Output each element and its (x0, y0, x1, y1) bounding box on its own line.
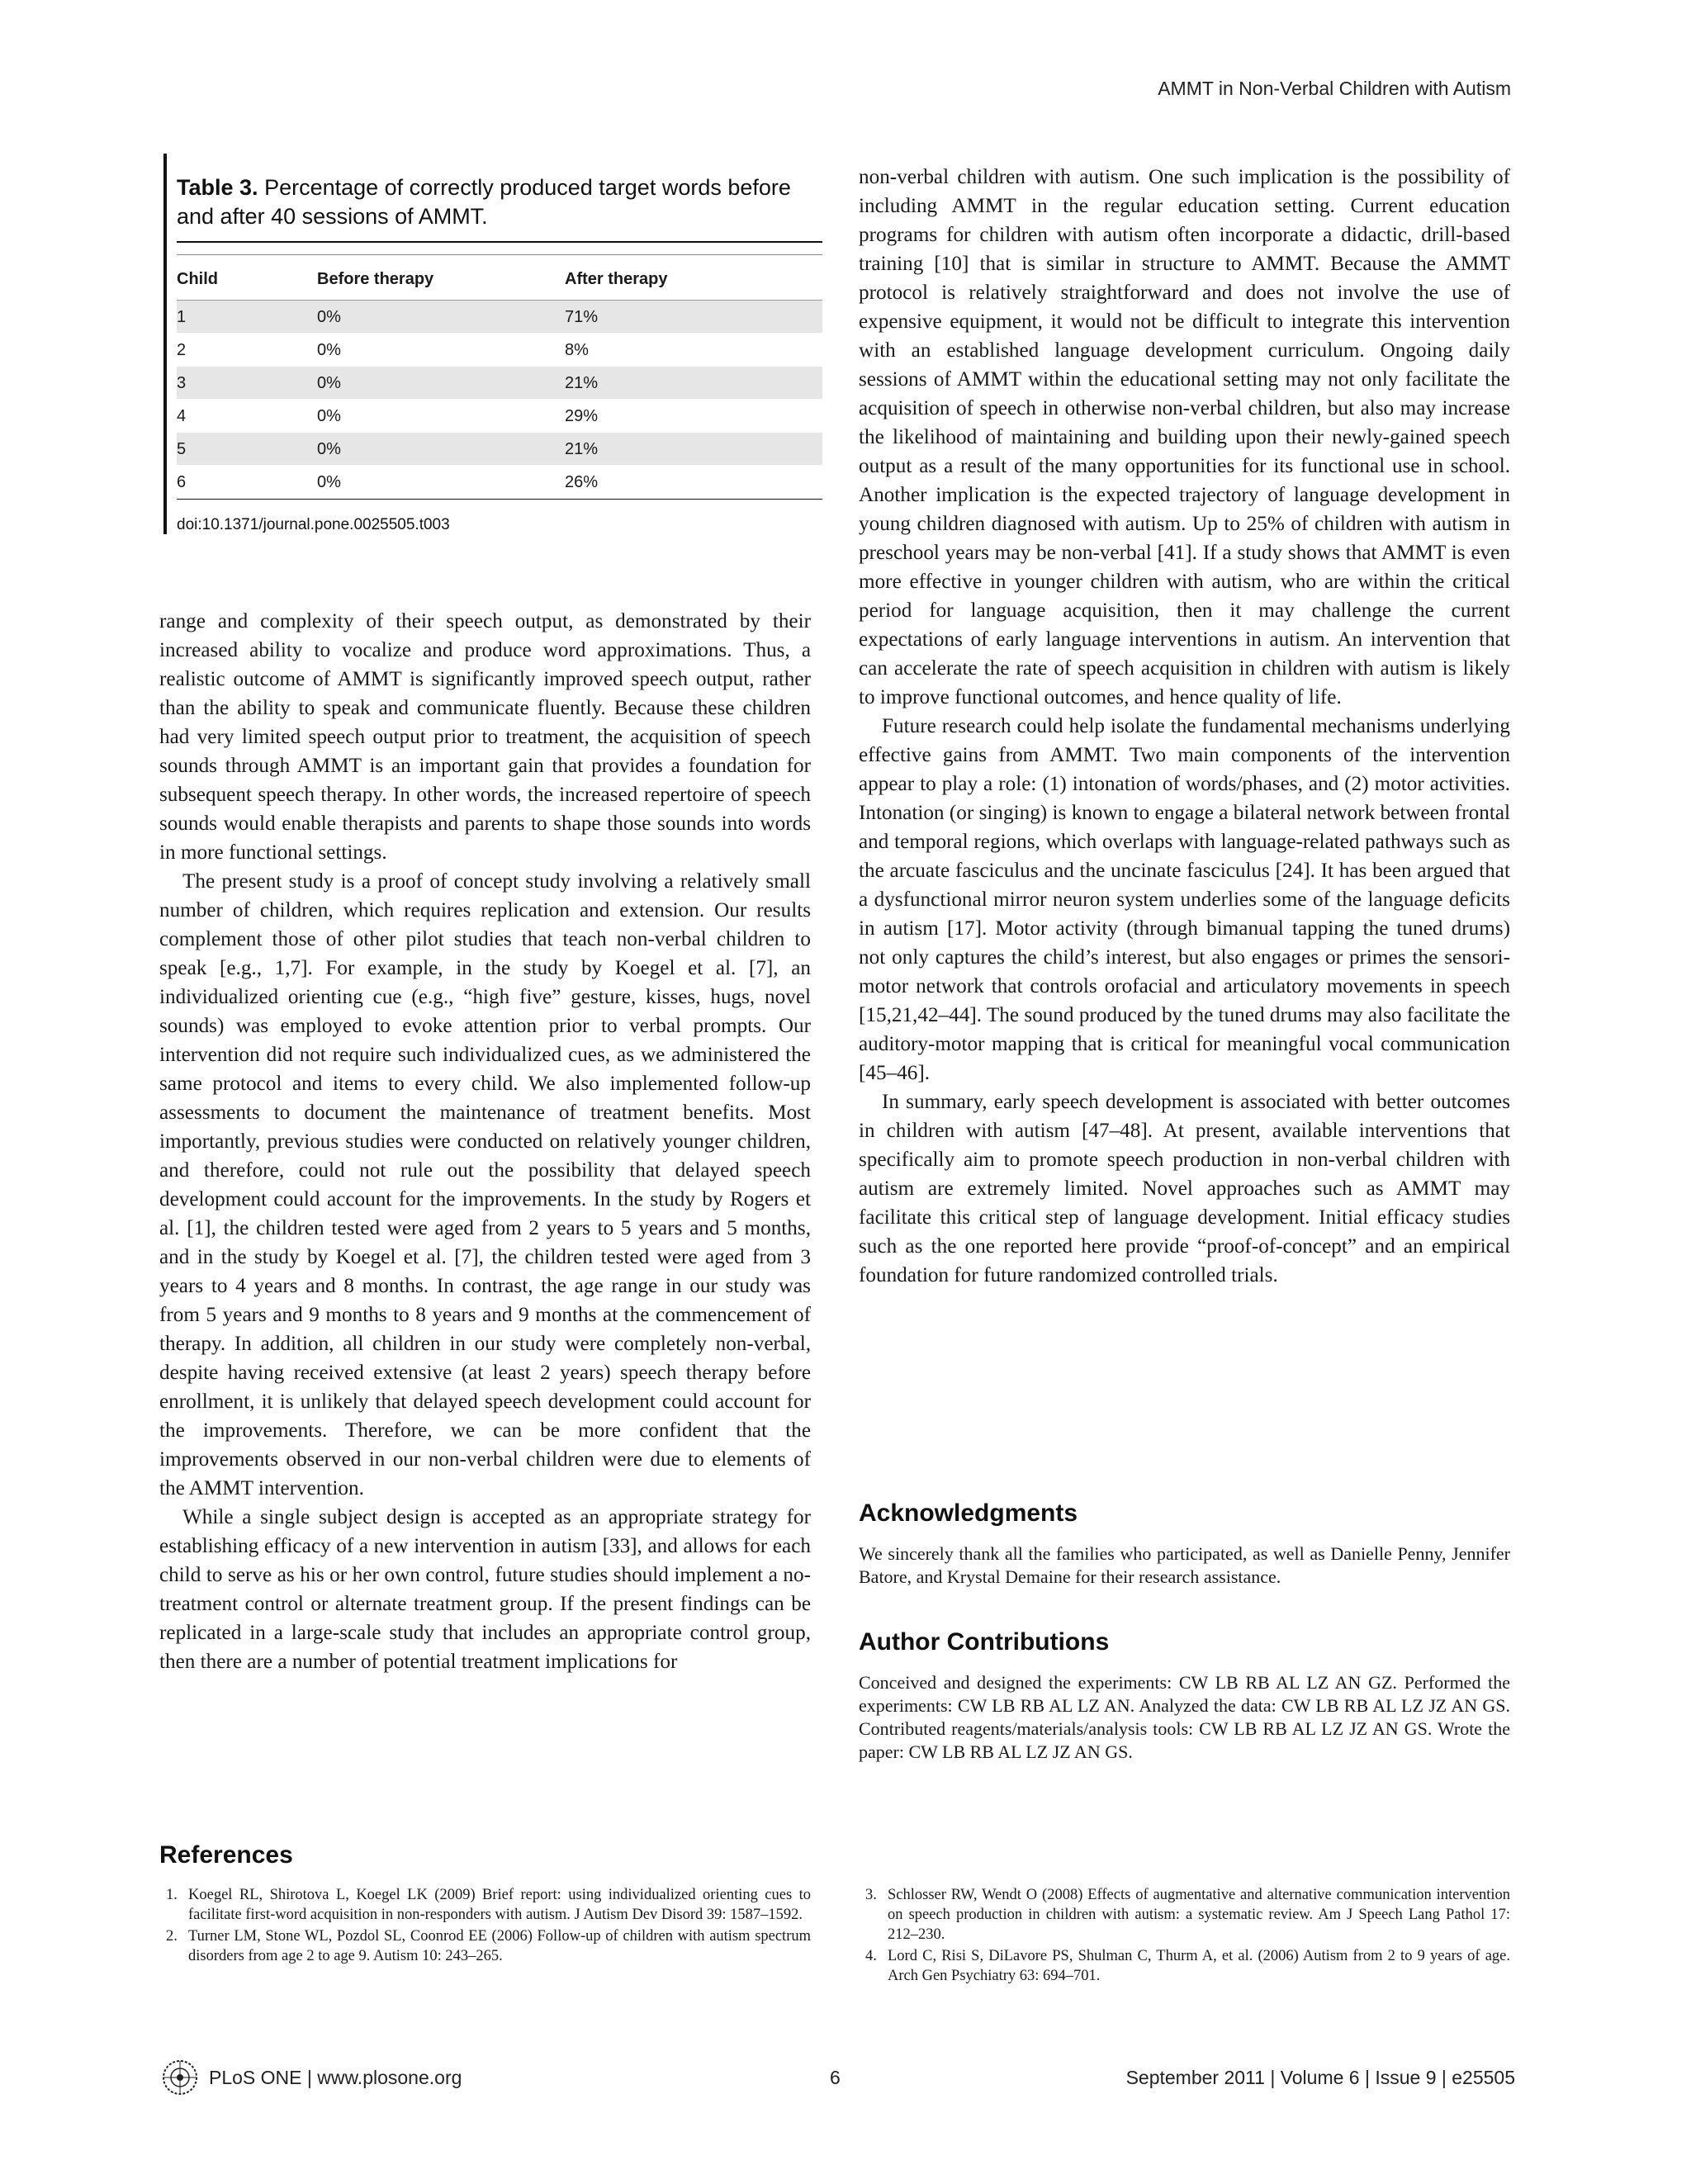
acknowledgments-text: We sincerely thank all the families who participated, as well as Danielle Penny, Jennifer Batore, and Krystal Demaine for their research assistance. (859, 1543, 1510, 1587)
cell-before: 0% (317, 334, 565, 367)
paragraph: Future research could help isolate the fundamental mechanisms underlying effective gains from AMMT. Two main components of the intervention appear to play a role: (1) intonation of words/phases, and (2) motor activities. Intonation (or singing) is known to engage a bilateral network between frontal and temporal regions, which overlaps with language-related pathways such as the arcuate fasciculus and the uncinate fasciculus [24]. It has been argued that a dysfunctional mirror neuron system underlies some of the language deficits in autism [17]. Motor activity (through bimanual tapping the tuned drums) not only captures the child’s interest, but also engages or primes the sensori-motor network that controls orofacial and articulatory movements in speech [15,21,42–44]. The sound produced by the tuned drums may also facilitate the auditory-motor mapping that is critical for meaningful vocal communication [45–46]. (859, 715, 1510, 1084)
header-child: Child (177, 255, 317, 301)
cell-after: 21% (565, 367, 822, 400)
references-left (159, 1885, 811, 1968)
paragraph: In summary, early speech development is associated with better outcomes in children with autism [47–48]. At present, available interventions that specifically aim to promote speech production in non-verbal children with autism are extremely limited. Novel approaches such as AMMT may facilitate this critical step of language development. Initial efficacy studies such as the one reported here provide “proof-of-concept” and an empirical foundation for future randomized controlled trials. (859, 1091, 1510, 1286)
cell-child: 5 (177, 433, 317, 466)
cell-child: 6 (177, 466, 317, 499)
reference-item (159, 1926, 811, 1966)
reference-number: 3. (865, 1887, 877, 1903)
author-contributions-text: Conceived and designed the experiments: CW LB RB AL LZ AN GZ. Performed the experiments: CW LB RB AL LZ AN. Analyzed the data: CW LB RB AL LZ JZ AN GS. Contributed reagents/materials/analysis tools: CW LB RB AL LZ JZ AN GS. Wrote the paper: CW LB RB AL LZ JZ AN GS. (859, 1672, 1510, 1762)
plos-logo-icon (161, 2058, 199, 2096)
right-column (859, 163, 1510, 1290)
reference-text: Schlosser RW, Wendt O (2008) Effects of augmentative and alternative communication intervention on speech production in children with autism: a systematic review. Am J Speech Lang Pathol 17: 212–230. (888, 1887, 1510, 1943)
cell-before: 0% (317, 400, 565, 433)
running-head: AMMT in Non-Verbal Children with Autism (1158, 78, 1511, 99)
acknowledgments-section (859, 1499, 1510, 1589)
references-heading-block (159, 1841, 811, 1869)
page-number: 6 (830, 2067, 841, 2088)
paragraph: The present study is a proof of concept study involving a relatively small number of children, which requires replication and extension. Our results complement those of other pilot studies that teach non-verbal children to speak [e.g., 1,7]. For example, in the study by Koegel et al. [7], an individualized orienting cue (e.g., “high five” gesture, kisses, hugs, novel sounds) was employed to evoke attention prior to verbal prompts. Our intervention did not require such individualized cues, as we administered the same protocol and items to every child. We also implemented follow-up assessments to document the maintenance of treatment benefits. Most importantly, previous studies were conducted on relatively younger children, and therefore, could not rule out the possibility that delayed speech development could account for the improvements. In the study by Rogers et al. [1], the children tested were aged from 2 years to 5 years and 5 months, and in the study by Koegel et al. [7], the children tested were aged from 3 years to 4 years and 8 months. In contrast, the age range in our study was from 5 years and 9 months to 8 years and 9 months at the commencement of therapy. In addition, all children in our study were completely non-verbal, despite having received extensive (at least 2 years) speech therapy before enrollment, it is unlikely that delayed speech development could account for the improvements. Therefore, we can be more confident that the improvements observed in our non-verbal children were due to elements of the AMMT intervention. (159, 870, 811, 1499)
cell-after: 29% (565, 400, 822, 433)
reference-text: Lord C, Risi S, DiLavore PS, Shulman C, Thurm A, et al. (2006) Autism from 2 to 9 years of age. Arch Gen Psychiatry 63: 694–701. (888, 1948, 1510, 1984)
header-before: Before therapy (317, 255, 565, 301)
author-contributions-heading: Author Contributions (859, 1628, 1110, 1656)
table-row (177, 334, 822, 367)
cell-after: 8% (565, 334, 822, 367)
footer-journal-text: PLoS ONE | www.plosone.org (209, 2066, 462, 2088)
reference-item (859, 1885, 1510, 1945)
table-caption-text: Percentage of correctly produced target words before and after 40 sessions of AMMT. (177, 175, 791, 229)
acknowledgments-heading: Acknowledgments (859, 1499, 1078, 1527)
cell-child: 2 (177, 334, 317, 367)
header-after: After therapy (565, 255, 822, 301)
reference-number: 1. (166, 1887, 178, 1903)
cell-before: 0% (317, 466, 565, 499)
references-right (859, 1885, 1510, 1987)
table-row (177, 367, 822, 400)
table-3 (163, 154, 822, 534)
reference-number: 2. (166, 1928, 178, 1945)
references-heading: References (159, 1841, 293, 1869)
reference-text: Koegel RL, Shirotova L, Koegel LK (2009) Brief report: using individualized orienting cues to facilitate first-word acquisition in non-responders with autism. J Autism Dev Disord 39: 1587–1592. (188, 1887, 811, 1923)
page-footer (161, 2058, 1515, 2100)
reference-item (159, 1885, 811, 1925)
footer-journal (161, 2058, 462, 2096)
table-row (177, 301, 822, 334)
cell-before: 0% (317, 433, 565, 466)
cell-after: 71% (565, 301, 822, 334)
cell-after: 26% (565, 466, 822, 499)
reference-number: 4. (865, 1948, 877, 1964)
author-contributions-section (859, 1628, 1510, 1764)
cell-before: 0% (317, 367, 565, 400)
paragraph: While a single subject design is accepted as an appropriate strategy for establishing efficacy of a new intervention in autism [33], and allows for each child to serve as his or her own control, future studies should implement a no-treatment control or alternate treatment group. If the present findings can be replicated in a large-scale study that includes an appropriate control group, then there are a number of potential treatment implications for (159, 1506, 811, 1673)
table-row (177, 466, 822, 499)
footer-issue: September 2011 | Volume 6 | Issue 9 | e25505 (1125, 2067, 1515, 2088)
left-column (159, 607, 811, 1676)
cell-child: 1 (177, 301, 317, 334)
paragraph: range and complexity of their speech output, as demonstrated by their increased ability to vocalize and produce word approximations. Thus, a realistic outcome of AMMT is significantly improved speech output, rather than the ability to speak and communicate fluently. Because these children had very limited speech output prior to treatment, the acquisition of speech sounds through AMMT is an important gain that provides a foundation for subsequent speech therapy. In other words, the increased repertoire of speech sounds would enable therapists and parents to shape those sounds into words in more functional settings. (159, 610, 811, 864)
cell-after: 21% (565, 433, 822, 466)
table-row (177, 400, 822, 433)
cell-child: 4 (177, 400, 317, 433)
data-table (177, 255, 822, 499)
cell-child: 3 (177, 367, 317, 400)
table-row (177, 433, 822, 466)
paragraph: non-verbal children with autism. One such implication is the possibility of including AMMT in the regular education setting. Current education programs for children with autism often incorporate a didactic, drill-based training [10] that is similar in structure to AMMT. Because the AMMT protocol is relatively straightforward and does not involve the use of expensive equipment, it would not be difficult to integrate this intervention with an established language development curriculum. Ongoing daily sessions of AMMT within the educational setting may not only facilitate the acquisition of speech in otherwise non-verbal children, but also may increase the likelihood of maintaining and building upon their newly-gained speech output as a result of the many opportunities for its functional use in school. Another implication is the expected trajectory of language development in young children diagnosed with autism. Up to 25% of children with autism in preschool years may be non-verbal [41]. If a study shows that AMMT is even more effective in younger children with autism, who are within the critical period for language acquisition, then it may challenge the current expectations of early language interventions in autism. An intervention that can accelerate the rate of speech acquisition in children with autism is likely to improve functional outcomes, and hence quality of life. (859, 166, 1510, 708)
table-doi: doi:10.1371/journal.pone.0025505.t003 (177, 516, 450, 533)
table-header-row (177, 255, 822, 301)
reference-text: Turner LM, Stone WL, Pozdol SL, Coonrod EE (2006) Follow-up of children with autism spectrum disorders from age 2 to age 9. Autism 10: 243–265. (188, 1928, 811, 1964)
cell-before: 0% (317, 301, 565, 334)
table-bottom-rule (177, 499, 822, 500)
reference-item (859, 1946, 1510, 1986)
table-caption (177, 173, 822, 231)
table-label: Table 3. (177, 175, 258, 200)
